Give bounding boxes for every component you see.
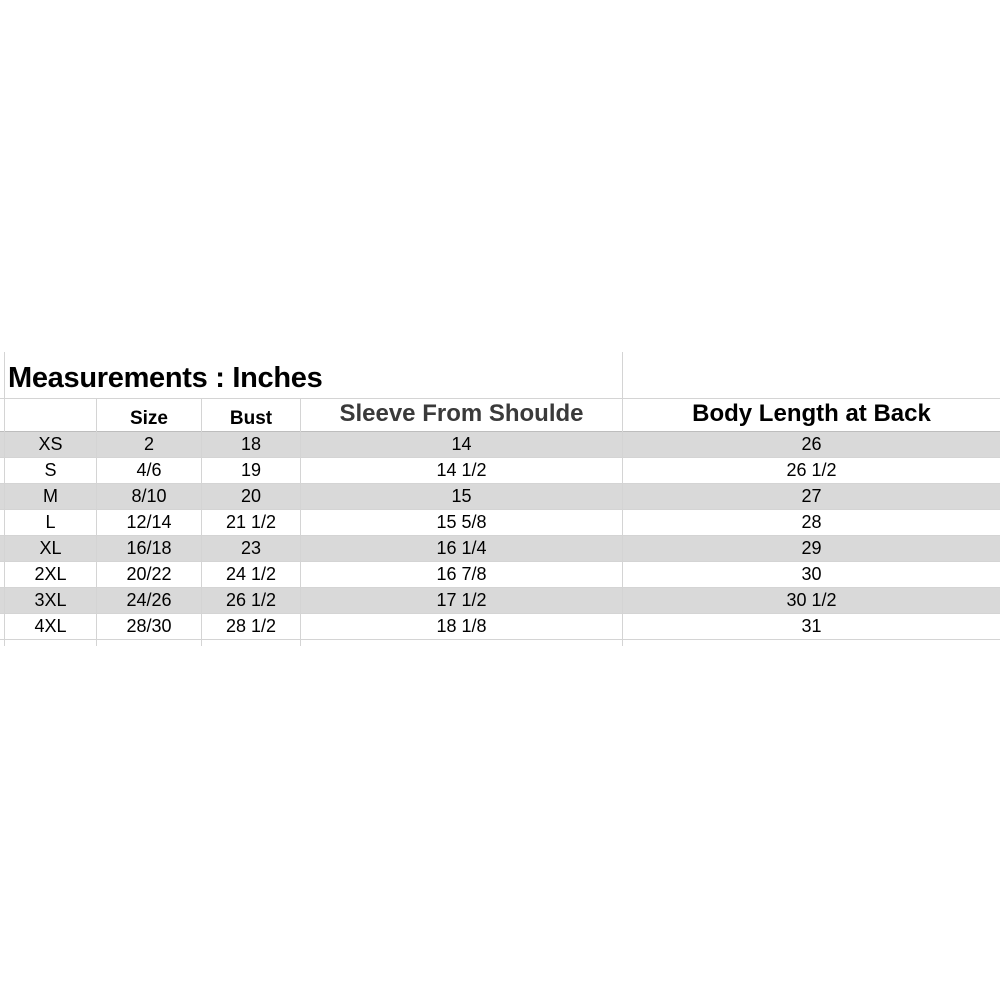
grid-line	[0, 613, 1000, 614]
cell-label: 2XL	[34, 564, 67, 584]
table-row	[0, 561, 1000, 587]
grid-line	[0, 535, 1000, 536]
cell-body-length: 26 1/2	[786, 460, 837, 480]
grid-line	[201, 398, 202, 646]
cell-label: XL	[39, 538, 62, 558]
header-bust: Bust	[229, 408, 273, 429]
cell-sleeve: 14	[451, 434, 472, 454]
cell-body-length: 26	[801, 434, 822, 454]
grid-line	[300, 398, 301, 646]
table-row	[0, 457, 1000, 483]
table-row	[0, 431, 1000, 457]
table-row	[0, 613, 1000, 639]
table-row	[0, 587, 1000, 613]
cell-sleeve: 16 7/8	[436, 564, 487, 584]
header-body-length: Body Length at Back	[692, 400, 931, 427]
header-sleeve: Sleeve From Shoulde	[339, 400, 584, 427]
table-row	[0, 509, 1000, 535]
sheet-title: Measurements : Inches	[8, 362, 323, 394]
table-row	[0, 483, 1000, 509]
grid-line	[0, 639, 1000, 640]
cell-label: 3XL	[34, 590, 67, 610]
grid-line	[622, 352, 623, 646]
cell-sleeve: 17 1/2	[436, 590, 487, 610]
grid-line	[0, 509, 1000, 510]
cell-size: 8/10	[131, 486, 167, 506]
cell-size: 12/14	[126, 512, 172, 532]
cell-label: XS	[38, 434, 63, 454]
grid-line	[0, 483, 1000, 484]
cell-bust: 26 1/2	[225, 590, 277, 610]
grid-line	[0, 587, 1000, 588]
cell-body-length: 30	[801, 564, 822, 584]
cell-body-length: 29	[801, 538, 822, 558]
cell-size: 20/22	[126, 564, 172, 584]
cell-sleeve: 14 1/2	[436, 460, 487, 480]
cell-bust: 24 1/2	[225, 564, 277, 584]
grid-line	[0, 457, 1000, 458]
cell-body-length: 30 1/2	[786, 590, 837, 610]
grid-line	[96, 398, 97, 646]
cell-body-length: 31	[801, 616, 822, 636]
cell-bust: 21 1/2	[225, 512, 277, 532]
cell-bust: 18	[240, 434, 262, 454]
cell-label: M	[43, 486, 58, 506]
cell-label: 4XL	[34, 616, 67, 636]
cell-body-length: 27	[801, 486, 822, 506]
table-row	[0, 535, 1000, 561]
cell-size: 24/26	[126, 590, 172, 610]
grid-line	[0, 431, 1000, 432]
cell-sleeve: 18 1/8	[436, 616, 487, 636]
cell-size: 28/30	[126, 616, 172, 636]
cell-bust: 23	[240, 538, 262, 558]
size-chart-sheet	[0, 352, 1000, 648]
cell-sleeve: 16 1/4	[436, 538, 487, 558]
cell-size: 4/6	[136, 460, 162, 480]
cell-bust: 20	[240, 486, 262, 506]
grid-line	[0, 561, 1000, 562]
grid-line	[4, 352, 5, 646]
header-size: Size	[129, 408, 169, 429]
grid-line	[0, 398, 1000, 399]
cell-bust: 28 1/2	[225, 616, 277, 636]
cell-body-length: 28	[801, 512, 822, 532]
cell-size: 16/18	[126, 538, 172, 558]
cell-size: 2	[143, 434, 154, 454]
cell-sleeve: 15	[451, 486, 472, 506]
cell-label: S	[44, 460, 57, 480]
cell-label: L	[45, 512, 56, 532]
cell-bust: 19	[240, 460, 262, 480]
cell-sleeve: 15 5/8	[436, 512, 487, 532]
